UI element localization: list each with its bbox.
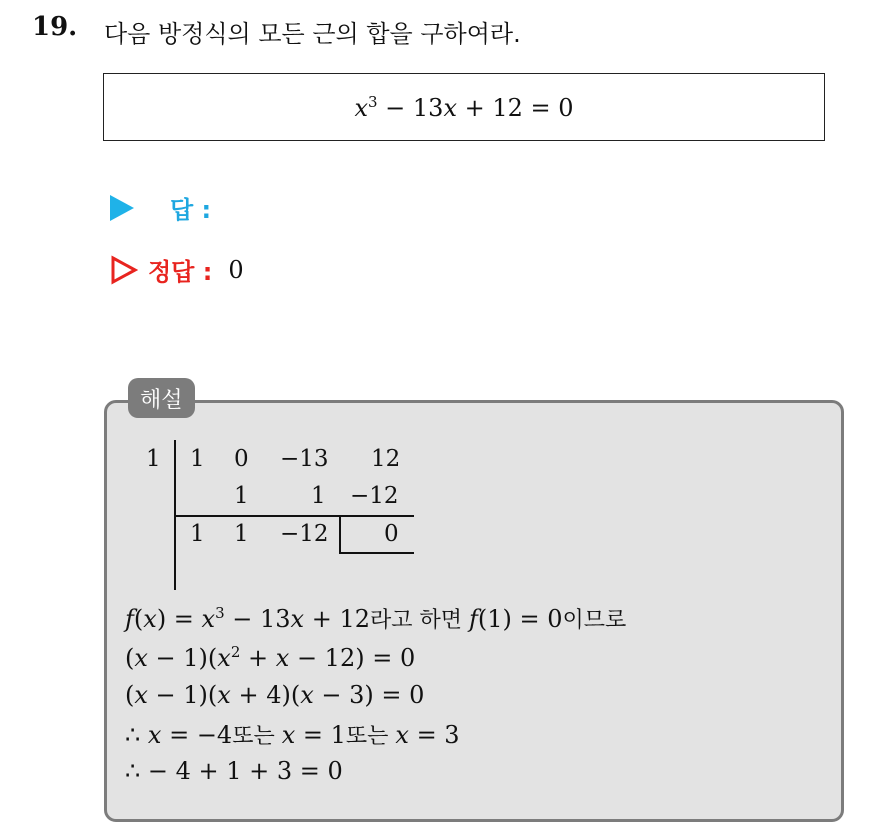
equation-box bbox=[103, 73, 825, 141]
math: = 3 bbox=[408, 721, 460, 749]
math: − 1)( bbox=[147, 681, 218, 709]
math: x bbox=[395, 721, 409, 749]
math: x bbox=[134, 681, 148, 709]
answer-label: 답 : bbox=[170, 196, 212, 224]
eq-var: x bbox=[443, 93, 457, 122]
math: x bbox=[281, 721, 296, 749]
eq-var: x bbox=[354, 93, 368, 122]
eq-exp: 3 bbox=[368, 92, 378, 111]
result: 1 bbox=[190, 521, 205, 547]
math: ∴ − 4 + 1 + 3 = 0 bbox=[125, 757, 343, 785]
solution-line-3 bbox=[125, 681, 424, 709]
question-text: 다음 방정식의 모든 근의 합을 구하여라. bbox=[104, 20, 521, 48]
remainder-box-bottom bbox=[339, 552, 414, 554]
remainder-box-left bbox=[339, 515, 341, 553]
math: 3 bbox=[215, 604, 225, 622]
correct-answer-label: 정답 : bbox=[148, 258, 213, 286]
math: x bbox=[290, 605, 305, 633]
math: x bbox=[134, 644, 148, 672]
math: = 1 bbox=[295, 721, 346, 749]
product: 1 bbox=[234, 483, 249, 509]
math: x bbox=[143, 605, 157, 633]
division-horizontal-bar bbox=[174, 515, 414, 517]
result: −12 bbox=[280, 521, 329, 547]
coef: 1 bbox=[190, 446, 205, 472]
eq-term: − 13 bbox=[377, 93, 444, 122]
coef: −13 bbox=[280, 446, 329, 472]
correct-answer-row bbox=[110, 252, 244, 287]
math: x bbox=[275, 644, 290, 672]
solution-line-5 bbox=[125, 757, 343, 785]
solution-line-4 bbox=[125, 719, 460, 750]
math: − 12) = 0 bbox=[289, 644, 416, 672]
text: 이므로 bbox=[562, 608, 627, 633]
math: − 3) = 0 bbox=[313, 681, 425, 709]
math: ( bbox=[133, 605, 144, 633]
solution-tab: 해설 bbox=[128, 378, 195, 418]
math: ) = bbox=[156, 605, 202, 633]
coef: 0 bbox=[234, 446, 249, 472]
math: − 1)( bbox=[147, 644, 218, 672]
solution-line-2 bbox=[125, 643, 415, 672]
math: + bbox=[240, 644, 276, 672]
correct-answer-value: 0 bbox=[228, 255, 244, 284]
math: ( bbox=[125, 644, 135, 672]
product: −12 bbox=[350, 483, 399, 509]
math: x bbox=[201, 605, 216, 633]
answer-row bbox=[110, 190, 211, 225]
math: + 12 bbox=[304, 605, 370, 633]
product: 1 bbox=[311, 483, 326, 509]
divisor: 1 bbox=[146, 446, 161, 472]
play-triangle-icon bbox=[110, 195, 134, 221]
math: x bbox=[300, 681, 314, 709]
math: x bbox=[217, 644, 231, 672]
equation bbox=[354, 93, 573, 122]
math: ( bbox=[125, 681, 135, 709]
math: + 4)( bbox=[230, 681, 301, 709]
solution-line-1 bbox=[125, 603, 626, 634]
math: (1) = 0 bbox=[477, 605, 563, 633]
text: 또는 bbox=[345, 724, 396, 749]
eq-rest: + 12 = 0 bbox=[457, 93, 574, 122]
math: − 13 bbox=[224, 605, 291, 633]
math: x bbox=[217, 681, 231, 709]
outline-triangle-icon bbox=[110, 255, 138, 285]
remainder: 0 bbox=[384, 521, 399, 547]
text: 라고 하면 bbox=[370, 608, 469, 633]
question-number: 19. bbox=[32, 12, 78, 42]
coef: 12 bbox=[371, 446, 401, 472]
math: 2 bbox=[230, 643, 241, 661]
math: f bbox=[125, 605, 134, 633]
math: = −4 bbox=[161, 721, 233, 749]
math: x bbox=[147, 721, 162, 749]
math: ∴ bbox=[125, 721, 148, 749]
math: f bbox=[469, 605, 478, 633]
text: 또는 bbox=[232, 724, 282, 749]
result: 1 bbox=[234, 521, 249, 547]
